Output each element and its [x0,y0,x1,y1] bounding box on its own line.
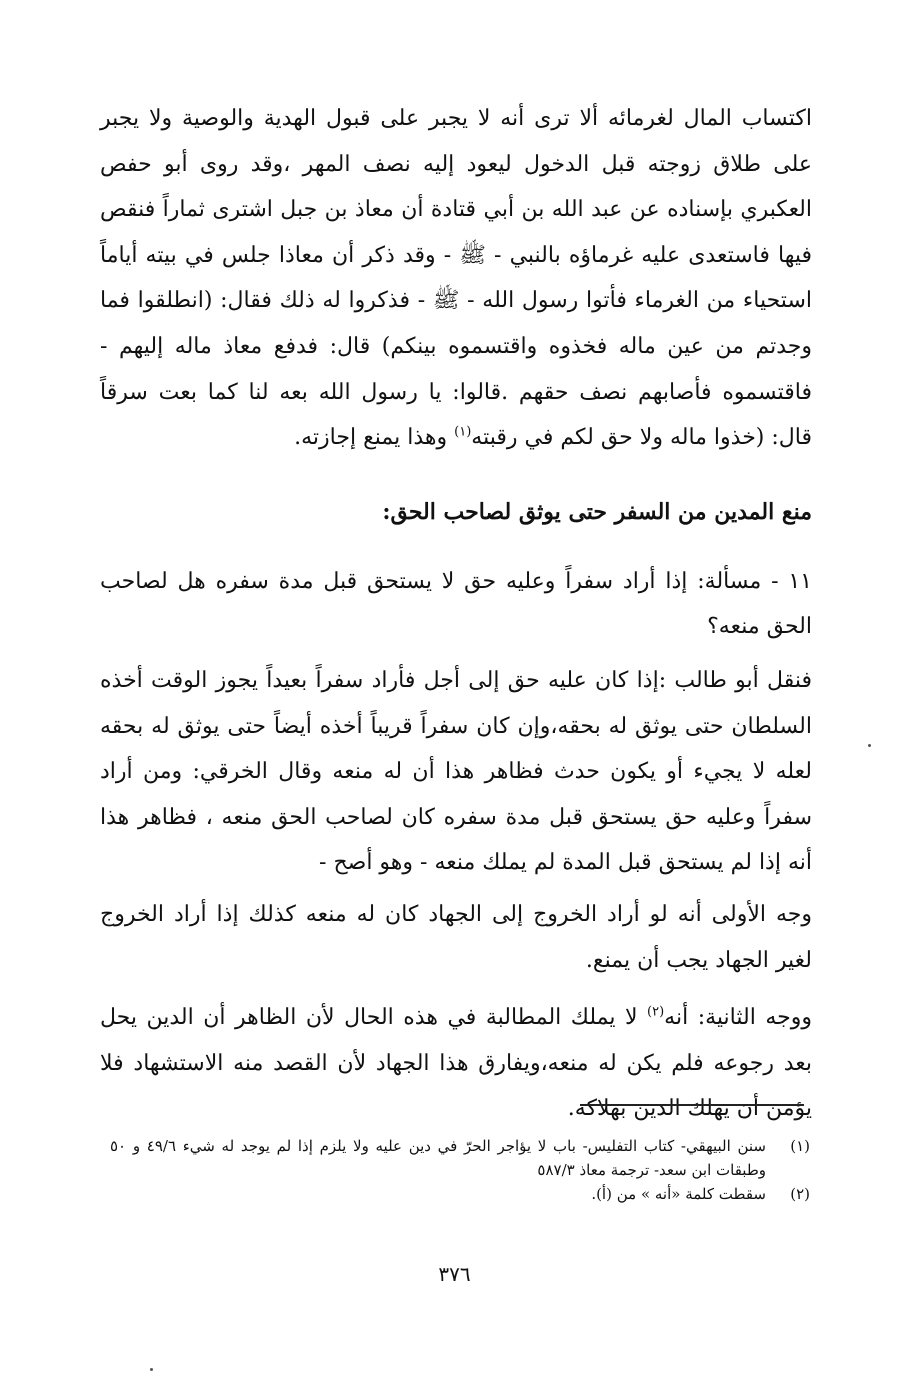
section-heading: منع المدين من السفر حتى يوثق لصاحب الحق: [382,498,812,525]
paragraph-text: اكتساب المال لغرمائه ألا ترى أنه لا يجبر على قبول الهدية والوصية ولا يجبر على طلاق زوجته قبل الدخول ليعود إليه نصف المهر ،وقد روى أبو حفص العكبري بإسناده عن عبد الله بن أبي قتادة أن معاذ بن جبل اشترى ثماراً فنقص فيها فاستعدى عليه غرماؤه بالنبي - ﷺ - وقد ذكر أن معاذا جلس في بيته أياماً استحياء من الغرماء فأتوا رسول الله - ﷺ - فذكروا له ذلك فقال: (انطلقوا فما وجدتم من عين ماله فخذوه واقتسموه بينكم) قال: فدفع معاذ ماله إليهم - فاقتسموه فأصابهم نصف حقهم .قالوا: يا رسول الله بعه لنا كما بعت سرقاً قال: (خذوا ماله ولا حق لكم في رقبته [100,106,812,451]
footnote-text: سنن البيهقي- كتاب التفليس- باب لا يؤاجر الحرّ في دين عليه ولا يلزم إذا لم يوجد له شيء ٤٩/٦ و ٥٠ وطبقات ابن سعد- ترجمة معاذ ٥٨٧/٣ [110,1137,766,1179]
page-number: ٣٧٦ [438,1262,471,1286]
footnote-number: (٢) [790,1185,810,1203]
page-body [100,96,812,1132]
paragraph-debtor-property [100,96,812,461]
footnote-divider [580,1104,804,1106]
scan-speck [150,1368,153,1371]
footnote-item [110,1182,810,1206]
footnote-ref-1: (١) [454,424,472,440]
question-paragraph: ١١ - مسألة: إذا أراد سفراً وعليه حق لا يستحق قبل مدة سفره هل لصاحب الحق منعه؟ [100,568,812,640]
second-view-paragraph [100,995,812,1132]
footnote-ref-2: (٢) [647,1004,665,1020]
footnote-number: (١) [790,1137,810,1155]
first-view-paragraph: وجه الأولى أنه لو أراد الخروج إلى الجهاد كان له منعه كذلك إذا أراد الخروج لغير الجهاد يجب أن يمنع. [100,901,812,973]
scan-speck [868,744,871,747]
paragraph-body: لا يملك المطالبة في هذه الحال لأن الظاهر أن الدين يحل بعد رجوعه فلم يكن له منعه،ويفارق هذا الجهاد لأن القصد منه الاستشهاد فلا يؤمن أن يهلك الدين بهلاكه. [100,1005,812,1122]
answer-paragraph: فنقل أبو طالب :إذا كان عليه حق إلى أجل فأراد سفراً بعيداً يجوز الوقت أخذه السلطان حتى يوثق له بحقه،وإن كان سفراً قريباً أخذه أيضاً حتى يوثق له بحقه لعله لا يجيء أو يكون حدث فظاهر هذا أن له منعه وقال الخرقي: ومن أراد سفراً وعليه حق يستحق قبل مدة سفره كان لصاحب الحق منعه ، فظاهر هذا أنه إذا لم يستحق قبل المدة لم يملك منعه - وهو أصح - [100,667,812,876]
footnotes [110,1134,810,1206]
paragraph-tail: وهذا يمنع إجازته. [294,425,455,451]
paragraph-head: ووجه الثانية: أنه [664,1005,812,1031]
footnote-item [110,1134,810,1182]
footnote-text: سقطت كلمة «أنه » من (أ). [591,1185,766,1203]
